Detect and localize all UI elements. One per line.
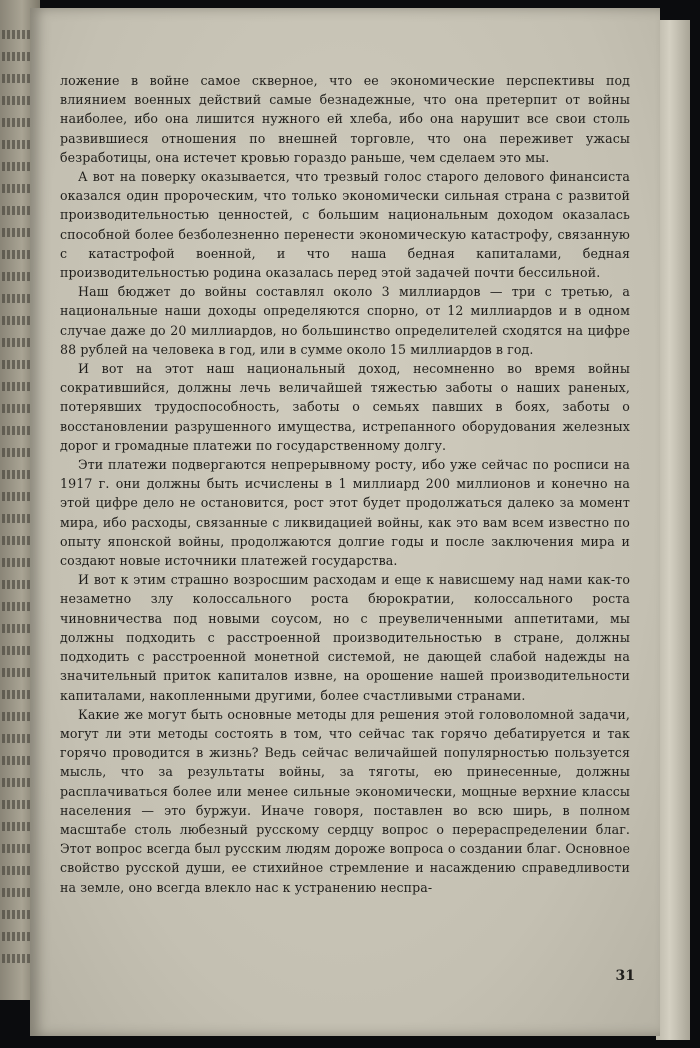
paragraph: И вот на этот наш национальный доход, несомненно во время войны сократившийся, должны лечь величайшей тяжестью заботы о наших раненых, потерявших трудоспособность, заботы о семьях павших в боях, заботы о восстановлении разрушенного имущества, истрепанного оборудования железных дорог и громадные платежи по государственному долгу. [60, 361, 630, 453]
paragraph: Какие же могут быть основные методы для решения этой головоломной задачи, могут ли эти методы состоять в том, что сейчас так горячо дебатируется и так горячо проводится в жизнь? Ведь сейчас величайшей популярностью пользуется мысль, что за результаты войны, за тяготы, ею принесенные, должны расплачиваться более или менее сильные экономически, мощные верхние классы населения — это буржуи. Иначе говоря, поставлен во всю ширь, в полном масштабе столь любезный русскому сердцу вопрос о перераспределении благ. Этот вопрос всегда был русским людям дороже вопроса о создании благ. Основное свойство русской души, ее стихийное стремление и насаждению справедливости на земле, оно всегда влекло нас к устранению неспра- [60, 706, 630, 895]
paragraph: И вот к этим страшно возросшим расходам и еще к нависшему над нами как-то незаметно злу колоссального роста бюрократии, колоссального роста чиновничества под новыми соусом, но с преувеличенными аппетитами, мы должны подходить с расстроенной производительностью в стране, должны подходить с расстроенной монетной системой, не дающей слабой надежды на значительный приток капиталов извне, на орошение нашей производительности капиталами, накопленными другими, более счастливыми странами. [60, 572, 630, 703]
paragraph: А вот на поверку оказывается, что трезвый голос старого делового финансиста оказался один пророческим, что только экономически сильная страна с развитой производительностью ценностей, с большим национальным доходом оказалась способной более безболезненно перенести экономическую катастрофу, связанную с катастрофой военной, и что наша бедная капиталами, бедная производительностью родина оказалась перед этой задачей почти бессильной. [60, 169, 630, 281]
page-number: 31 [615, 968, 635, 984]
paragraph: Эти платежи подвергаются непрерывному росту, ибо уже сейчас по росписи на 1917 г. они должны быть исчислены в 1 миллиард 200 миллионов и конечно на этой цифре дело не остановится, рост этот будет продолжаться далеко за момент мира, ибо расходы, связанные с ликвидацией войны, как это вам всем известно по опыту японской войны, продолжаются долгие годы и после заключения мира и создают новые источники платежей государства. [60, 457, 630, 569]
paragraph: Наш бюджет до войны составлял около 3 миллиардов — три с третью, а национальные наши доходы определяются спорно, от 12 миллиардов и в одном случае даже до 20 миллиардов, но большинство определителей сходятся на цифре 88 рублей на человека в год, или в сумме около 15 миллиардов в год. [60, 284, 630, 357]
book-page [30, 8, 660, 1036]
book-page-stack-edge [656, 20, 690, 1040]
paragraph: ложение в войне самое скверное, что ее экономические перспективы под влиянием военных действий самые безнадежные, что она претерпит от войны наиболее, ибо она лишится нужного ей хлеба, ибо она нарушит все свои столь развившиеся отношения по внешней торговле, что она переживет ужасы безработицы, она истечет кровью гораздо раньше, чем сделаем это мы. [60, 73, 630, 165]
page-body-text [60, 71, 630, 897]
